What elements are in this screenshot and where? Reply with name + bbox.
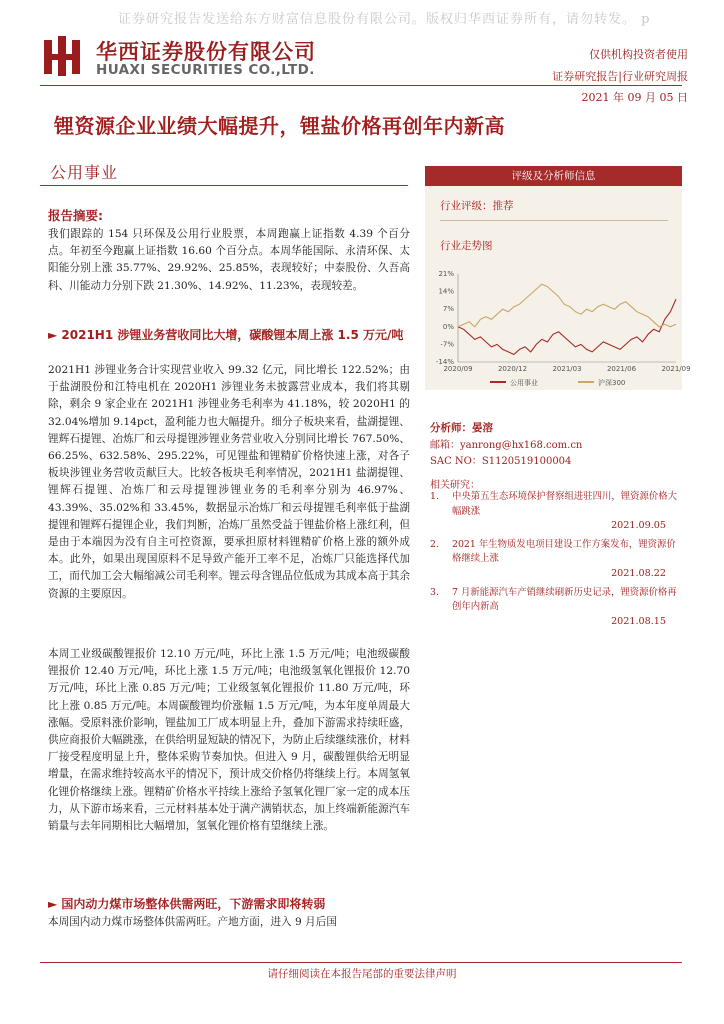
y-tick-label: 0% bbox=[442, 322, 454, 331]
section-1-body: 2021H1 涉锂业务合计实现营业收入 99.32 亿元，同比增长 122.52%；由于盐湖股份和江特电机在 2020H1 涉锂业务未披露营业成本，我们将其剔除，剩余 9 家企业在 2021H1 涉锂业务毛利率为 41.18%，较 2020H1 的 32.04%增加 9.14pct，盈利能力也大幅提升。细分子板块来看，盐湖提锂、锂辉石提锂、冶炼厂和云母提锂涉锂业务营业收入分别同比增长 767.50%、66.25%、632.58%、295.22%，可见锂盐和锂精矿价格快速上涨，对各子板块涉锂业务营收贡献巨大。比较各板块毛利率情况，2021H1 盐湖提锂、锂辉石提锂、冶炼厂和云母提锂涉锂业务的毛利率分别为 46.97%、43.39%、35.02%和 33.45%，数据显示冶炼厂和云母提锂毛利率低于盐湖提锂和锂辉石提锂企业，我们判断，冶炼厂虽然受益于锂盐价格上涨红利，但是由于本端因为没有自主可控资源，要承担原材料锂精矿价格上涨的额外成本。此外，如果出现国原料不足导致产能开工率不足，冶炼厂只能选择代加工，而代加工会大幅缩减公司毛利率。锂云母含锂品位低成为其成本高于其余资源的主要原因。 bbox=[48, 364, 410, 600]
trend-chart-svg bbox=[428, 262, 691, 392]
x-tick-label: 2021/03 bbox=[552, 365, 582, 373]
report-date: 2021 年 09 月 05 日 bbox=[581, 91, 688, 104]
trend-chart bbox=[428, 262, 691, 392]
research-item-num: 3. bbox=[430, 586, 439, 598]
sidebar-header: 评级及分析师信息 bbox=[425, 166, 682, 186]
series-line bbox=[458, 299, 676, 354]
x-tick-label: 2020/09 bbox=[443, 365, 473, 373]
y-tick-label: 14% bbox=[438, 287, 454, 296]
x-tick-label: 2020/12 bbox=[497, 365, 528, 373]
research-item-title: 中央第五生态环境保护督察组进驻四川，锂资源价格大幅跳涨 bbox=[452, 491, 678, 517]
analyst-name: 分析师：晏溶 bbox=[430, 422, 493, 434]
huaxi-logo-icon bbox=[42, 36, 84, 76]
y-tick-label: -14% bbox=[435, 358, 454, 366]
research-item-date: 2021.09.05 bbox=[611, 520, 666, 532]
related-research-label: 相关研究： bbox=[430, 480, 480, 491]
report-title: 锂资源企业业绩大幅提升，锂盐价格再创年内新高 bbox=[54, 114, 505, 138]
research-item-num: 2. bbox=[430, 538, 439, 550]
trend-chart-label: 行业走势图 bbox=[440, 240, 493, 252]
analyst-sac: SAC NO：S1120519100004 bbox=[430, 456, 572, 467]
y-tick-label: 7% bbox=[442, 305, 454, 314]
section-2-title: ► 国内动力煤市场整体供需两旺，下游需求即将转弱 bbox=[48, 897, 326, 911]
company-name-cn: 华西证券股份有限公司 bbox=[96, 40, 316, 64]
section-1-title: ► 2021H1 涉锂业务营收同比大增，碳酸锂本周上涨 1.5 万元/吨 bbox=[48, 328, 404, 342]
legend-label: 公用事业 bbox=[510, 379, 538, 387]
sector-label: 公用事业 bbox=[50, 163, 119, 182]
related-research-list bbox=[430, 490, 678, 629]
sector-divider bbox=[40, 185, 408, 186]
report-category: 证券研究报告|行业研究周报 bbox=[552, 70, 688, 83]
section-2-body: 本周国内动力煤市场整体供需两旺。产地方面，进入 9 月后国 bbox=[48, 916, 337, 928]
analyst-email: 邮箱：yanrong@hx168.com.cn bbox=[430, 440, 583, 451]
industry-rating: 行业评级：推荐 bbox=[440, 200, 514, 212]
watermark-text: 证券研究报告发送给东方财富信息股份有限公司。版权归华西证券所有，请勿转发。 p bbox=[118, 12, 651, 27]
price-paragraph: 本周工业级碳酸锂报价 12.10 万元/吨，环比上涨 1.5 万元/吨；电池级碳酸锂报价 12.40 万元/吨，环比上涨 1.5 万元/吨；电池级氢氧化锂报价 12.70 万元/吨，环比上涨 0.85 万元/吨；工业级氢氧化锂报价 11.80 万元/吨，环比上涨 0.85 万元/吨。本周碳酸锂均价涨幅 1.5 万元/吨，为本年度单周最大涨幅。受原料涨价影响，锂盐加工厂成本明显上升，叠加下游需求持续旺盛，供应商报价大幅跳涨，在供给明显短缺的情况下，为防止后续继续涨价，材料厂接受程度明显上升，整体采购节奏加快。但进入 9 月，碳酸锂供给无明显增量，在需求维持较高水平的情况下，预计成交价格仍将继续上行。本周氢氧化锂价格继续上涨。锂精矿价格水平持续上涨给予氢氧化锂厂家一定的成本压力，从下游市场来看，三元材料基本处于满产满销状态，加上终端新能源汽车销量与去年同期相比大幅增加，氢氧化锂价格有望继续上涨。 bbox=[48, 648, 410, 833]
research-item-num: 1. bbox=[430, 491, 439, 502]
header-divider bbox=[40, 85, 682, 86]
research-item[interactable] bbox=[430, 586, 678, 615]
series-line bbox=[458, 284, 676, 327]
y-tick-label: -7% bbox=[440, 340, 454, 349]
y-tick-label: 21% bbox=[438, 270, 454, 278]
legend-label: 沪深300 bbox=[598, 379, 626, 387]
research-item[interactable] bbox=[430, 538, 678, 567]
legal-notice: 请仔细阅读在本报告尾部的重要法律声明 bbox=[267, 968, 457, 980]
research-item-date: 2021.08.22 bbox=[611, 567, 666, 579]
research-item-title: 2021 年生物质发电项目建设工作方案发布，锂资源价格继续上涨 bbox=[452, 538, 676, 565]
company-name-en: HUAXI SECURITIES CO.,LTD. bbox=[96, 62, 315, 78]
research-item-title: 7 月新能源汽车产销继续刷新历史记录，锂资源价格再创年内新高 bbox=[452, 586, 677, 613]
research-item-date: 2021.08.15 bbox=[611, 615, 666, 627]
research-item[interactable] bbox=[430, 490, 678, 519]
footer-divider bbox=[40, 962, 682, 963]
audience-note: 仅供机构投资者使用 bbox=[589, 48, 688, 61]
summary-heading: 报告摘要: bbox=[48, 208, 103, 223]
x-tick-label: 2021/06 bbox=[606, 365, 637, 373]
summary-paragraph: 我们跟踪的 154 只环保及公用行业股票，本周跑赢上证指数 4.39 个百分点。年初至今跑赢上证指数 16.60 个百分点。本周华能国际、永清环保、太阳能分别上涨 35.77%、29.92%、25.85%，表现较好；中泰股份、久吾高科、川能动力分别下跌 21.30%、14.92%、11.23%，表现较差。 bbox=[48, 228, 410, 292]
x-tick-label: 2021/09 bbox=[661, 365, 691, 373]
rating-divider bbox=[440, 220, 668, 221]
